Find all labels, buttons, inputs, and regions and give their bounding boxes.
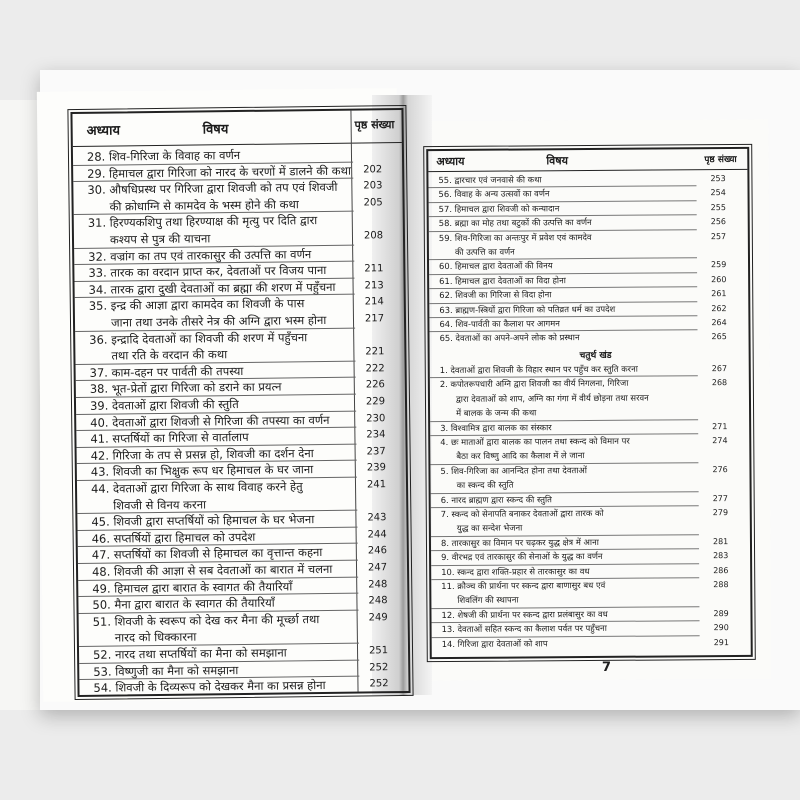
header-chapter: अध्याय xyxy=(436,154,465,169)
toc-entry-title: 52. नारद तथा सप्तर्षियों का मैना को समझाना xyxy=(92,645,287,662)
toc-entry-title: 64. शिव-पार्वती का कैलाश पर आगमन xyxy=(439,318,560,330)
toc-entry-title: 63. ब्राह्मण-स्त्रियों द्वारा गिरिजा को पतिव्रत धर्म का उपदेश xyxy=(439,303,616,315)
row-separator xyxy=(430,419,698,422)
toc-row xyxy=(430,449,749,462)
row-separator xyxy=(429,258,697,261)
page-number: 7 xyxy=(601,659,612,676)
header-page: पृष्ठ संख्या xyxy=(354,118,395,132)
toc-entry-title: की क्रोधाग्नि से कामदेव के भस्म होने की कथा xyxy=(109,197,299,214)
toc-entry-page: 253 xyxy=(710,174,726,184)
toc-row xyxy=(75,279,404,297)
toc-entry-title: 39. देवताओं द्वारा शिवजी की स्तुति xyxy=(89,397,239,413)
toc-entry-title: का स्कन्द की स्तुति xyxy=(456,479,514,491)
toc-entry-page: 259 xyxy=(711,260,727,270)
toc-entry-title: में बालक के जन्म की कथा xyxy=(456,407,537,419)
toc-entry-page: 288 xyxy=(713,580,729,590)
toc-entry-title: शिवलिंग की स्थापना xyxy=(457,594,519,606)
toc-entry-page: 252 xyxy=(369,678,389,690)
toc-row xyxy=(429,317,748,330)
toc-entry-page: 279 xyxy=(712,508,729,518)
toc-row xyxy=(430,464,749,476)
toc-entry-page: 203 xyxy=(363,180,383,192)
header-subject: विषय xyxy=(546,154,569,168)
toc-entry-page: 205 xyxy=(363,197,383,209)
toc-row xyxy=(432,622,751,635)
toc-entry-page: 255 xyxy=(710,202,726,212)
toc-entry-title: 53. विष्णुजी का मैना को समझाना xyxy=(93,662,239,679)
toc-entry-title: 44. देवताओं द्वारा गिरिजा के साथ विवाह करने हेतु xyxy=(90,479,303,496)
toc-entry-title: 14. गिरिजा द्वारा देवताओं को शाप xyxy=(441,637,548,649)
toc-entry-page: 276 xyxy=(712,464,728,474)
toc-row xyxy=(74,246,403,264)
row-separator xyxy=(431,491,699,494)
toc-entry-title: 37. काम-दहन पर पार्वती की तपस्या xyxy=(89,363,244,380)
toc-entry-title: 6. नारद ब्राह्मण द्वारा स्कन्द की स्तुति xyxy=(440,493,552,505)
toc-row xyxy=(431,579,750,592)
toc-entry-page: 271 xyxy=(712,421,728,431)
toc-entry-page: 262 xyxy=(711,303,727,313)
toc-entry-page: 226 xyxy=(365,379,385,391)
toc-entry-title: 7. स्कन्द को सेनापति बनाकर देवताओं द्वारा तारक को xyxy=(440,507,604,520)
toc-entry-title: 32. वज्रांग का तप एवं तारकासुर की उत्पत्ति का वर्णन xyxy=(88,246,312,264)
toc-entry-page: 252 xyxy=(369,661,389,674)
toc-entry-page: 246 xyxy=(367,545,387,557)
toc-entry-page: 268 xyxy=(711,378,728,388)
toc-row xyxy=(430,406,749,419)
header-page: पृष्ठ संख्या xyxy=(704,154,737,166)
toc-entry-page: 289 xyxy=(713,608,729,618)
toc-entry-title: 56. विवाह के अन्य उत्सवों का वर्णन xyxy=(438,188,550,200)
toc-row xyxy=(77,445,406,463)
column-divider xyxy=(350,111,358,692)
header-chapter: अध्याय xyxy=(86,123,121,139)
toc-entry-page: 251 xyxy=(368,645,389,657)
toc-entry-title: 13. देवताओं सहित स्कन्द का कैलाश पर्वत पर पहुँचना xyxy=(441,623,607,635)
toc-row xyxy=(431,550,750,563)
toc-entry-title: 31. हिरण्यकशिपु तथा हिरण्याक्ष की मृत्यु पर दिति द्वारा xyxy=(87,213,318,231)
toc-entry-title: 1. देवताओं द्वारा शिवजी के विहार स्थान पर पहुँच कर स्तुति करना xyxy=(439,363,638,376)
toc-entry-page: 208 xyxy=(363,230,384,242)
toc-row xyxy=(78,528,407,546)
toc-entry-page: 254 xyxy=(710,188,726,198)
toc-row xyxy=(430,377,749,390)
toc-entry-title: 3. विश्वामित्र द्वारा बालक का संस्कार xyxy=(440,421,552,433)
toc-entry-title: 36. इन्द्रादि देवताओं का शिवजी की शरण में पहुँचना xyxy=(89,329,308,347)
toc-entry-title: 62. शिवजी का गिरिजा से विदा होना xyxy=(439,289,552,301)
toc-row xyxy=(429,302,748,315)
toc-row xyxy=(429,245,748,257)
toc-entry-title: 33. तारक का वरदान प्राप्त कर, देवताओं पर विजय पाना xyxy=(88,263,327,281)
toc-entry-title: युद्ध का सन्देश भेजना xyxy=(456,522,523,534)
table-header xyxy=(428,149,747,172)
toc-entry-title: 10. स्कन्द द्वारा शक्ति-प्रहार से तारकासुर का वध xyxy=(441,565,590,577)
toc-entry-title: तथा रति के वरदान की कथा xyxy=(111,347,228,363)
toc-entry-page: 265 xyxy=(711,332,727,342)
toc-row xyxy=(73,163,402,181)
toc-row xyxy=(75,329,404,347)
toc-row xyxy=(429,230,748,243)
toc-row xyxy=(429,216,748,229)
toc-entry-page: 229 xyxy=(365,396,386,408)
toc-row xyxy=(429,259,748,272)
toc-row xyxy=(77,511,406,530)
right-contents-table xyxy=(426,147,753,659)
toc-entry-title: 47. सप्तर्षियों का शिवजी से हिमाचल का वृत्तान्त कहना xyxy=(91,545,323,563)
toc-entry-page: 291 xyxy=(713,637,729,647)
toc-entry-title: बैठा कर विष्णु आदि का कैलाश में ले जाना xyxy=(456,450,585,462)
toc-entry-page: 257 xyxy=(710,231,727,241)
toc-entry-page: 249 xyxy=(368,612,388,624)
toc-row xyxy=(76,428,405,447)
toc-row xyxy=(79,677,408,696)
toc-entry-page: 244 xyxy=(367,529,387,541)
toc-entry-title: 28. शिव-गिरिजा के विवाह का वर्णन xyxy=(86,147,241,164)
toc-entry-title: 5. शिव-गिरिजा का आनन्दित होना तथा देवताओं xyxy=(440,464,588,476)
toc-entry-page: 213 xyxy=(364,280,384,292)
toc-row xyxy=(430,331,749,344)
toc-entry-title: 58. ब्रह्मा का मोह तथा बटुकों की उत्पत्ति का वर्णन xyxy=(438,217,592,229)
toc-entry-title: कश्यप से पुत्र की याचना xyxy=(109,231,211,247)
toc-row xyxy=(429,288,748,301)
toc-row xyxy=(431,521,750,534)
toc-row xyxy=(429,202,748,214)
table-header xyxy=(72,110,401,147)
toc-row xyxy=(76,378,405,397)
toc-row xyxy=(430,363,749,376)
row-separator xyxy=(429,200,697,203)
toc-entry-title: 49. हिमाचल द्वारा बारात के स्वागत की तैयारियाँ xyxy=(92,578,293,596)
toc-entry-title: 38. भूत-प्रेतों द्वारा गिरिजा को डराने का प्रयत्न xyxy=(89,379,282,397)
toc-entry-page: 234 xyxy=(366,429,386,441)
toc-entry-title: 8. तारकासुर का विमान पर चढ़कर युद्ध क्षेत्र में आना xyxy=(440,536,599,548)
toc-entry-title: 45. शिवजी द्वारा सप्तर्षियों को हिमाचल के घर भेजना xyxy=(91,512,315,530)
toc-entry-page: 286 xyxy=(713,565,729,575)
toc-row xyxy=(431,593,750,606)
toc-entry-page: 230 xyxy=(366,412,386,425)
toc-row xyxy=(430,435,749,448)
toc-entry-title: 4. छः माताओं द्वारा बालक का पालन तथा स्कन्द को विमान पर xyxy=(440,435,630,448)
row-separator xyxy=(428,186,696,189)
toc-entry-page: 260 xyxy=(711,274,727,284)
toc-entry-page: 247 xyxy=(367,562,388,574)
toc-row xyxy=(76,395,405,413)
toc-row xyxy=(429,274,748,286)
toc-row xyxy=(75,295,404,314)
row-separator xyxy=(429,286,697,289)
toc-entry-title: 57. हिमाचल द्वारा शिवजी को कन्यादान xyxy=(438,203,560,214)
toc-row xyxy=(74,262,403,281)
toc-entry-page: 281 xyxy=(712,536,729,546)
toc-entry-page: 256 xyxy=(710,217,727,227)
toc-row xyxy=(74,212,403,231)
toc-entry-page: 283 xyxy=(713,551,729,561)
toc-row xyxy=(430,392,749,404)
toc-row xyxy=(73,179,402,198)
toc-row xyxy=(76,412,405,430)
toc-entry-title: 29. हिमाचल द्वारा गिरिजा को नारद के चरणों में डालने की कथा xyxy=(87,163,351,181)
header-subject: विषय xyxy=(202,122,229,138)
toc-entry-title: 60. हिमाचल द्वारा देवताओं की विनय xyxy=(439,260,553,272)
toc-entry-page: 261 xyxy=(711,289,727,299)
toc-entry-page: 248 xyxy=(368,595,388,607)
toc-row xyxy=(429,187,748,200)
toc-row xyxy=(431,564,750,577)
toc-entry-title: द्वारा देवताओं को शाप, अग्नि का गंगा में वीर्य छोड़ना तथा सरवन xyxy=(455,392,649,404)
toc-entry-page: 222 xyxy=(365,363,385,375)
toc-entry-title: शिवजी से विनय करना xyxy=(113,497,207,513)
toc-entry-page: 248 xyxy=(368,578,388,591)
left-contents-table xyxy=(70,108,410,697)
toc-entry-page: 274 xyxy=(712,436,728,446)
toc-entry-title: 2. कपोतरूपधारी अग्नि द्वारा शिवजी का वीर्य निगलना, गिरिजा xyxy=(439,378,629,390)
toc-entry-title: 50. मैना द्वारा बारात के स्वागत की तैयारियाँ xyxy=(92,595,275,613)
toc-row xyxy=(79,611,408,629)
toc-entry-title: 46. सप्तर्षियों द्वारा हिमाचल को उपदेश xyxy=(91,529,256,546)
toc-entry-title: की उत्पत्ति का वर्णन xyxy=(454,246,515,257)
toc-entry-page: 290 xyxy=(713,623,729,633)
toc-row xyxy=(78,561,407,579)
toc-entry-page: 267 xyxy=(711,364,728,374)
toc-row xyxy=(428,173,747,186)
toc-entry-title: 9. वीरभद्र एवं तारकासुर की सेनाओं के युद्ध का वर्णन xyxy=(441,551,603,563)
row-separator xyxy=(429,315,697,318)
toc-row xyxy=(431,478,750,491)
toc-entry-title: 61. हिमाचल द्वारा देवताओं का विदा होना xyxy=(439,274,566,286)
toc-entry-page: 237 xyxy=(366,446,386,458)
toc-entry-title: 54. शिवजी के दिव्यरूप को देखकर मैना का प्रसन्न होना xyxy=(93,678,326,696)
toc-entry-title: 55. द्वारचार एवं जनवासे की कथा xyxy=(438,174,542,186)
toc-entry-title: 42. गिरिजा के तप से प्रसन्न हो, शिवजी का दर्शन देना xyxy=(90,445,314,463)
row-separator xyxy=(432,635,700,638)
toc-entry-title: 11. क्रौञ्च की प्रार्थना पर स्कन्द द्वारा बाणासुर बध एवं xyxy=(441,579,606,592)
toc-entry-page: 202 xyxy=(363,163,383,176)
toc-row xyxy=(78,594,407,613)
toc-row xyxy=(78,544,407,563)
toc-row xyxy=(432,636,751,649)
toc-entry-title: जाना तथा उनके तीसरे नेत्र की अग्नि द्वारा भस्म होना xyxy=(110,312,327,330)
toc-row xyxy=(431,536,750,548)
toc-row xyxy=(79,644,408,662)
toc-entry-title: 51. शिवजी के स्वरूप को देख कर मैना की मूर्च्छा तथा xyxy=(92,611,320,629)
toc-entry-title: नारद को धिक्कारना xyxy=(114,629,197,645)
toc-entry-page: 277 xyxy=(712,493,728,503)
toc-row xyxy=(430,420,749,433)
toc-row xyxy=(76,362,405,380)
toc-entry-title: 40. देवताओं द्वारा शिवजी से गिरिजा की तपस्या का वर्णन xyxy=(90,412,330,430)
toc-entry-page: 211 xyxy=(364,263,384,275)
toc-entry-title: 41. सप्तर्षियों का गिरिजा से वार्तालाप xyxy=(90,430,249,447)
toc-row xyxy=(73,146,402,164)
toc-row xyxy=(78,578,407,596)
toc-entry-page: 214 xyxy=(364,296,384,308)
toc-row xyxy=(431,608,750,620)
toc-entry-page: 241 xyxy=(366,479,387,491)
toc-entry-title: 30. औषधिप्रस्थ पर गिरिजा द्वारा शिवजी को तप एवं शिवजी xyxy=(87,179,338,198)
toc-entry-title: 48. शिवजी की आज्ञा से सब देवताओं का बारात में चलना xyxy=(91,561,333,579)
toc-entry-title: 43. शिवजी का भिक्षुक रूप धर हिमाचल के घर जाना xyxy=(90,462,314,480)
toc-entry-title: 65. देवताओं का अपने-अपने लोक को प्रस्थान xyxy=(439,332,580,344)
toc-row xyxy=(431,492,750,505)
toc-entry-page: 264 xyxy=(711,318,727,328)
toc-entry-page: 243 xyxy=(367,512,387,524)
toc-row xyxy=(77,461,406,480)
toc-row xyxy=(431,507,750,520)
toc-entry-title: 35. इन्द्र की आज्ञा द्वारा कामदेव का शिवजी के पास xyxy=(88,296,305,314)
toc-entry-page: 221 xyxy=(365,346,385,358)
toc-entry-title: 12. शेषजी की प्रार्थना पर स्कन्द द्वारा प्रलंबासुर का वध xyxy=(441,608,608,620)
toc-entry-page: 239 xyxy=(366,462,386,474)
toc-entry-page: 217 xyxy=(364,313,385,325)
toc-entry-title: 34. तारक द्वारा दुखी देवताओं का ब्रह्मा की शरण में पहुँचना xyxy=(88,279,336,297)
toc-row xyxy=(79,661,408,679)
toc-entry-title: 59. शिव-गिरिजा का अन्तःपुर में प्रवेश एवं कामदेव xyxy=(438,231,592,243)
toc-row xyxy=(77,478,406,496)
section-title: चतुर्थ खंड xyxy=(579,350,612,362)
